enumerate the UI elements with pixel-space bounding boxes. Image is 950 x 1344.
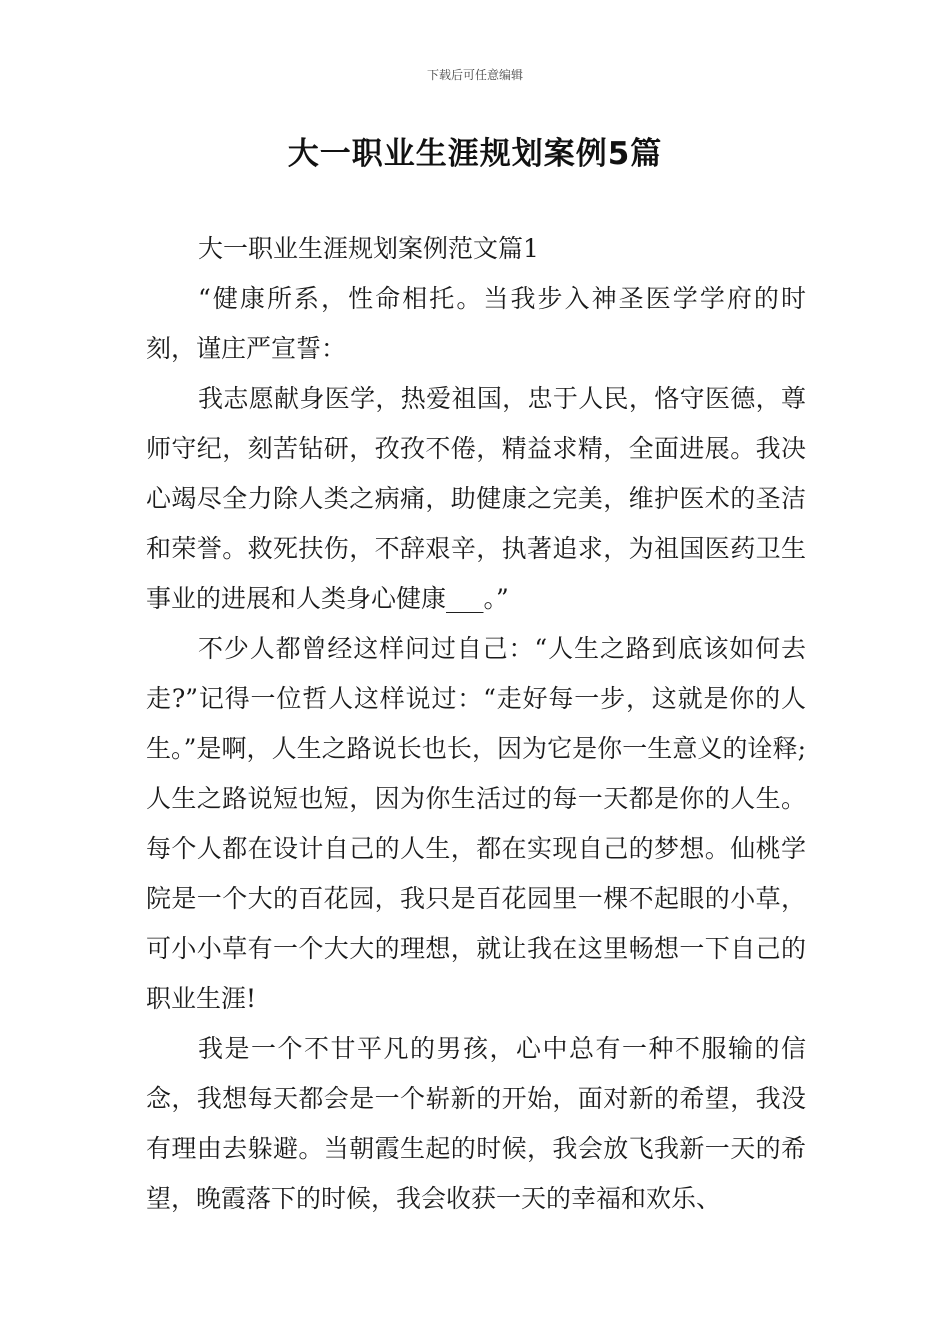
paragraph-oath: 我志愿献身医学，热爱祖国，忠于人民，恪守医德，尊师守纪，刻苦钻研，孜孜不倦，精益求精，全面进展。我决心竭尽全力除人类之病痛，助健康之完美，维护医术的圣洁和荣誉。救死扶伤，不辞艰辛，执著追求，为祖国医药卫生事业的进展和人类身心健康___。” [146, 384, 806, 613]
paragraph-subtitle: 大一职业生涯规划案例范文篇1 [198, 234, 539, 263]
paragraph-life-path: 不少人都曾经这样问过自己：“人生之路到底该如何去走?”记得一位哲人这样说过：“走好每一步，这就是你的人生。”是啊，人生之路说长也长，因为它是你一生意义的诠释;人生之路说短也短，因为你生活过的每一天都是你的人生。每个人都在设计自己的人生，都在实现自己的梦想。仙桃学院是一个大的百花园，我只是百花园里一棵不起眼的小草，可小小草有一个大大的理想，就让我在这里畅想一下自己的职业生涯! [146, 634, 806, 1013]
paragraph-oath-intro: “健康所系，性命相托。当我步入神圣医学学府的时刻，谨庄严宣誓： [146, 284, 806, 363]
paragraph-self-intro: 我是一个不甘平凡的男孩，心中总有一种不服输的信念，我想每天都会是一个崭新的开始，面对新的希望，我没有理由去躲避。当朝霞生起的时候，我会放飞我新一天的希望，晚霞落下的时候，我会收获一天的幸福和欢乐、 [146, 1034, 806, 1213]
document-body [146, 224, 806, 1224]
header-note: 下载后可任意编辑 [426, 68, 523, 82]
document-title: 大一职业生涯规划案例5篇 [287, 136, 663, 172]
